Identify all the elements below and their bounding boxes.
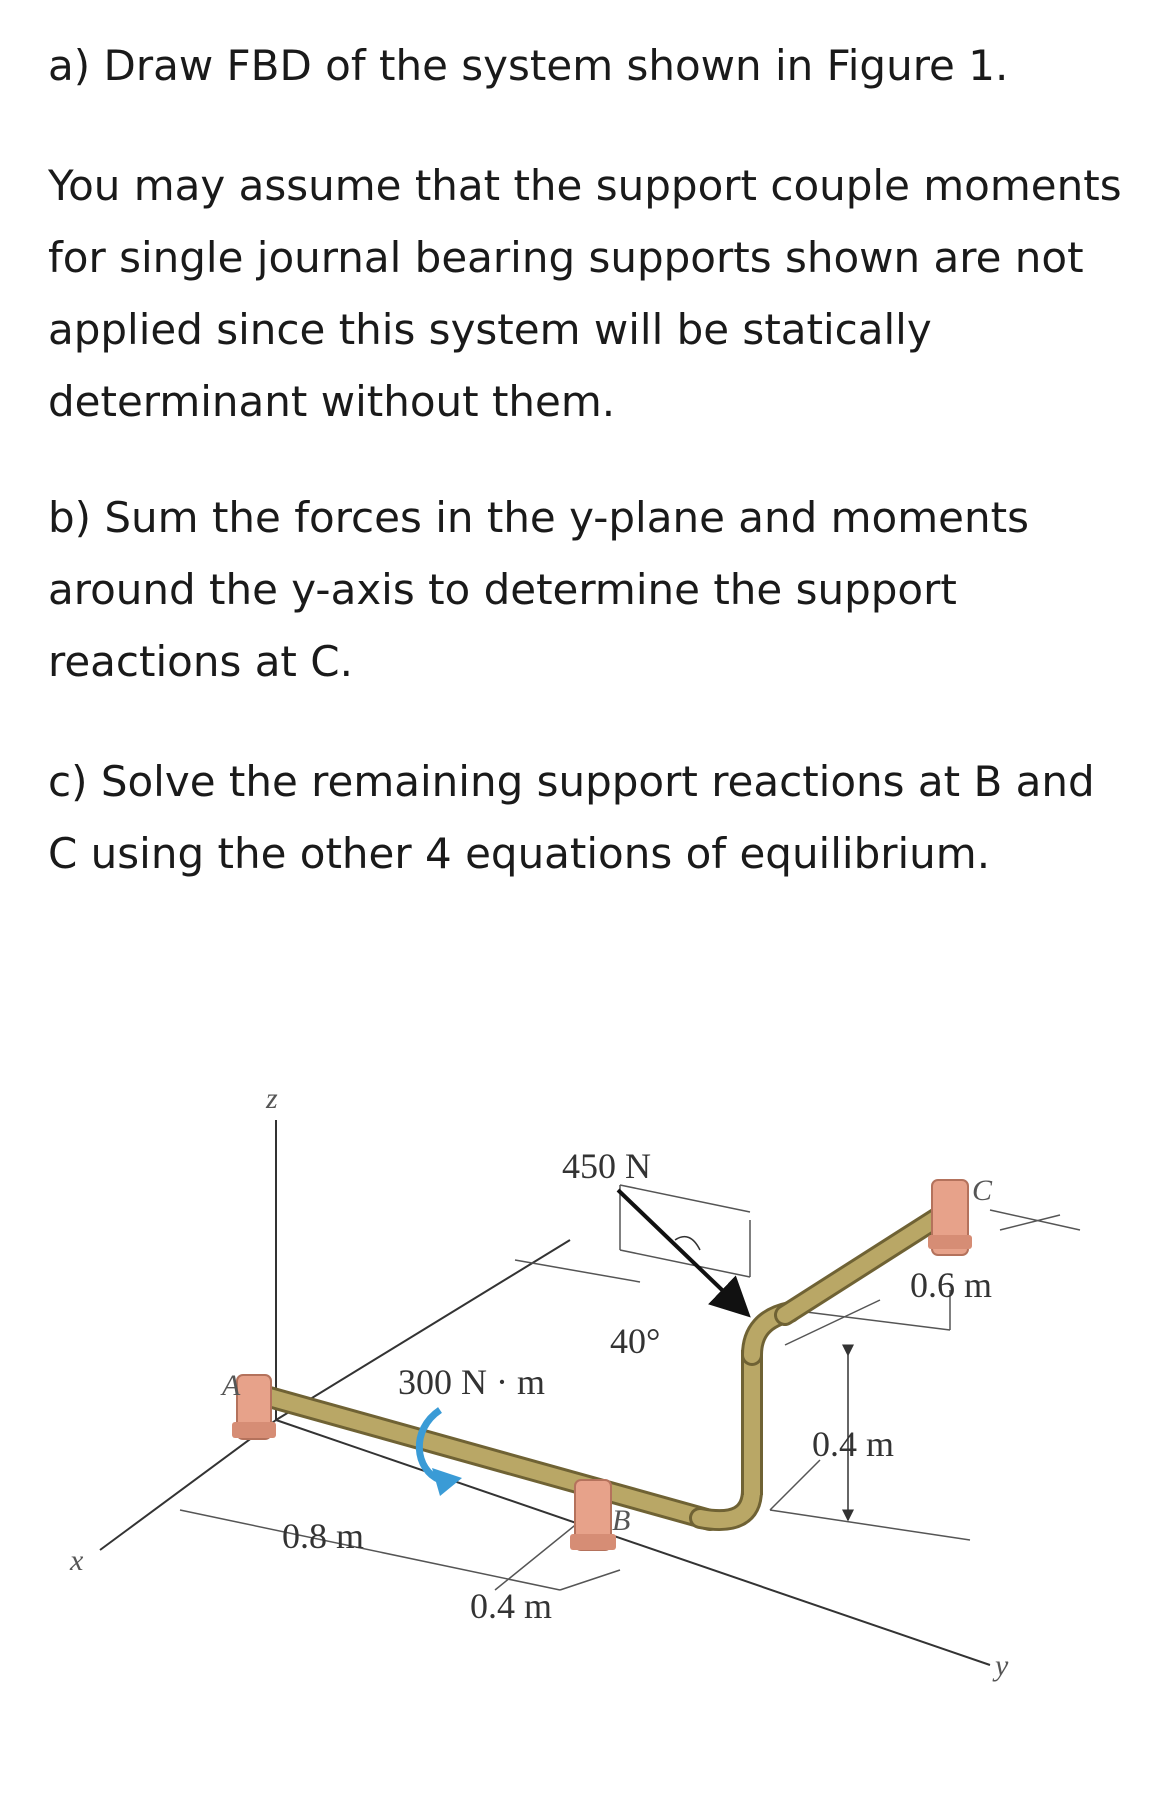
pipe-segment-ab-fill — [262, 1395, 710, 1520]
point-b-label: B — [612, 1504, 631, 1537]
force-label: 450 N — [562, 1146, 651, 1186]
part-b-text: b) Sum the forces in the y-plane and moments around the y-axis to determine the support reactions at C. — [48, 493, 1029, 686]
figure-1-pipe-assembly — [0, 1050, 1170, 1690]
angle-label: 40° — [610, 1321, 661, 1361]
y-axis-label: y — [995, 1649, 1009, 1682]
part-c-text: c) Solve the remaining support reactions at B and C using the other 4 equations of equilibrium. — [48, 757, 1095, 878]
x-axis-label: x — [70, 1544, 84, 1577]
assumption-note: You may assume that the support couple moments for single journal bearing supports shown are not applied since this system will be statically determinant without them. — [48, 161, 1122, 426]
dim-ab-label: 0.8 m — [282, 1516, 365, 1556]
dim-b-offset-label: 0.4 m — [470, 1586, 553, 1626]
moment-label: 300 N · m — [398, 1362, 545, 1402]
point-a-label: A — [222, 1369, 241, 1402]
part-a-text: a) Draw FBD of the system shown in Figure 1. — [48, 41, 1009, 90]
point-c-label: C — [972, 1174, 993, 1207]
dim-rise-label: 0.4 m — [812, 1424, 895, 1464]
force-450n-arrow — [618, 1190, 745, 1312]
z-axis-label: z — [266, 1082, 278, 1115]
dim-c-offset-label: 0.6 m — [910, 1265, 993, 1305]
bearing-c — [928, 1180, 972, 1255]
bearing-b — [570, 1480, 616, 1550]
